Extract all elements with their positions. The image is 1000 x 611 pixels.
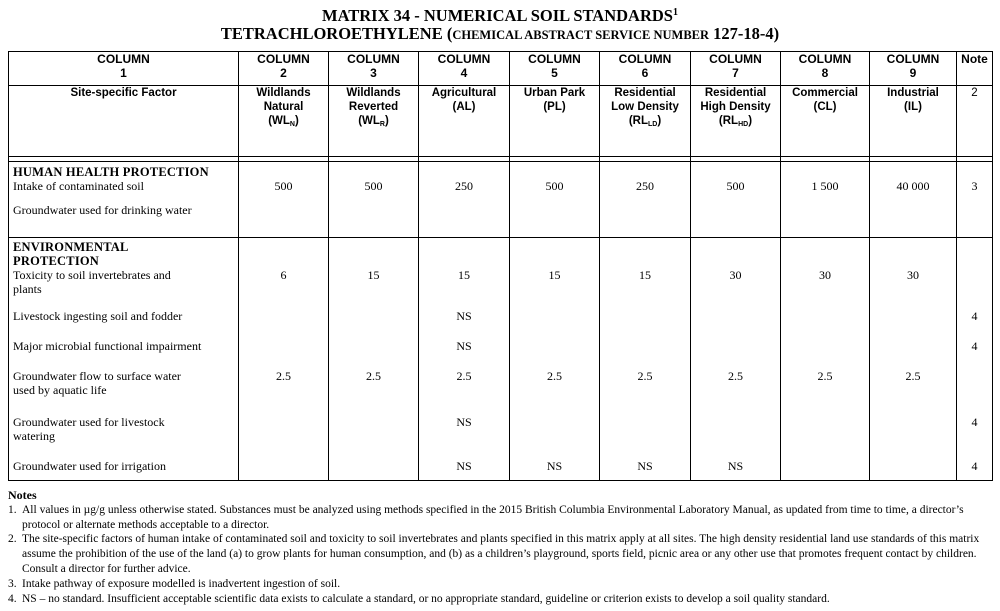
column-number: 6 [641, 66, 649, 80]
note-text: Intake pathway of exposure modelled is inadvertent ingestion of soil. [22, 577, 341, 590]
standard-value-col-4: NS [419, 406, 510, 450]
note-column-value: 2 [957, 86, 993, 157]
site-factor-cell [9, 360, 239, 406]
table-row [9, 406, 993, 450]
note-reference [957, 360, 993, 406]
note-number: 4. [8, 592, 17, 605]
column-number-row [9, 52, 993, 86]
column-header-8 [781, 52, 870, 86]
land-use-abbreviation: (CL) [813, 101, 837, 113]
column-header-1 [9, 52, 239, 86]
abbreviation-subscript: R [379, 121, 385, 128]
standard-value-col-6: 2.5 [600, 360, 691, 406]
standard-value-col-8: 30 [781, 238, 870, 300]
standard-value-col-6 [600, 300, 691, 330]
standard-value-col-2: 6 [239, 238, 329, 300]
land-use-abbreviation: (PL) [543, 101, 566, 113]
standard-value-col-8 [781, 450, 870, 481]
site-factor-cell [9, 330, 239, 360]
note-reference: 4 [957, 300, 993, 330]
standard-value-col-4 [419, 194, 510, 238]
column-header-5 [510, 52, 600, 86]
standard-value-col-8 [781, 330, 870, 360]
standard-value-col-5: 15 [510, 238, 600, 300]
notes-section [8, 488, 992, 606]
standard-value-col-5 [510, 300, 600, 330]
standard-value-col-9 [870, 194, 957, 238]
abbreviation-subscript: N [289, 121, 295, 128]
land-use-header-row [9, 86, 993, 157]
note-reference: 3 [957, 162, 993, 194]
column-heading-word: COLUMN [528, 52, 581, 66]
section-title: ENVIRONMENTAL PROTECTION [13, 240, 129, 268]
standard-value-col-3 [329, 450, 419, 481]
column-number: 7 [732, 66, 739, 80]
document-subtitle: TETRACHLOROETHYLENE (CHEMICAL ABSTRACT SERVICE NUMBER 127-18-4) [220, 24, 780, 43]
standard-value-col-7: 500 [691, 162, 781, 194]
note-text: All values in µg/g unless otherwise stated. Substances must be analyzed using methods specified in the 2015 British Columbia Environmental Laboratory Manual, as updated from time to time, a director’s protocol or alternate methods acceptable to a director. [22, 503, 964, 531]
column-header-6 [600, 52, 691, 86]
standard-value-col-9 [870, 330, 957, 360]
land-use-label: Wildlands Natural [256, 87, 311, 113]
standard-value-col-5 [510, 406, 600, 450]
abbreviation-subscript: LD [647, 121, 658, 128]
standard-value-col-7: NS [691, 450, 781, 481]
standard-value-col-4: NS [419, 450, 510, 481]
standard-value-col-9 [870, 406, 957, 450]
note-item [8, 503, 992, 533]
standard-value-col-2 [239, 450, 329, 481]
land-use-label: Industrial [887, 87, 939, 99]
site-factor-cell [9, 194, 239, 238]
table-row [9, 162, 993, 194]
standard-value-col-4: 15 [419, 238, 510, 300]
note-text: The site-specific factors of human intake of contaminated soil and toxicity to soil invertebrates and plants specified in this matrix apply at all sites. The high density residential land use standards of this matrix assume the prohibition of the use of the land (a) to grow plants for human consumption, and (b) as a children’s playground, sports field, picnic area or any other use that promotes frequent contact by children. Consult a director for further advice. [22, 533, 980, 575]
standard-value-col-4: NS [419, 300, 510, 330]
note-reference: 4 [957, 330, 993, 360]
site-factor-label: Groundwater used for drinking water [13, 202, 192, 217]
note-item [8, 592, 992, 607]
note-reference [957, 238, 993, 300]
land-use-label: Urban Park [523, 87, 586, 99]
note-column-header: Note [957, 52, 993, 86]
standard-value-col-2 [239, 406, 329, 450]
column-heading-word: COLUMN [798, 52, 852, 66]
land-use-cell-6 [600, 86, 691, 157]
table-row [9, 300, 993, 330]
land-use-cell-2 [239, 86, 329, 157]
standard-value-col-6: 15 [600, 238, 691, 300]
standard-value-col-4: NS [419, 330, 510, 360]
standard-value-col-6 [600, 406, 691, 450]
standard-value-col-2: 500 [239, 162, 329, 194]
land-use-cell-4 [419, 86, 510, 157]
column-number: 1 [120, 66, 127, 80]
land-use-cell-8 [781, 86, 870, 157]
standard-value-col-4: 250 [419, 162, 510, 194]
column-number: 8 [821, 66, 829, 80]
column-heading-word: COLUMN [709, 52, 762, 66]
standard-value-col-7: 30 [691, 238, 781, 300]
standard-value-col-6 [600, 194, 691, 238]
standard-value-col-7 [691, 406, 781, 450]
standard-value-col-5: 500 [510, 162, 600, 194]
land-use-cell-7 [691, 86, 781, 157]
column-header-4 [419, 52, 510, 86]
column-header-7 [691, 52, 781, 86]
standard-value-col-9 [870, 300, 957, 330]
standard-value-col-3 [329, 194, 419, 238]
standard-value-col-3 [329, 300, 419, 330]
land-use-label: Wildlands Reverted [346, 87, 401, 113]
site-factor-label: Groundwater flow to surface water used by aquatic life [13, 368, 181, 397]
standard-value-col-5: 2.5 [510, 360, 600, 406]
standard-value-col-8: 1 500 [781, 162, 870, 194]
standard-value-col-7 [691, 194, 781, 238]
standard-value-col-7 [691, 330, 781, 360]
standard-value-col-5 [510, 194, 600, 238]
column-heading-word: COLUMN [437, 52, 491, 66]
site-factor-cell [9, 300, 239, 330]
note-reference: 4 [957, 450, 993, 481]
note-number: 3. [8, 577, 17, 590]
note-number: 1. [8, 503, 17, 516]
note-reference: 4 [957, 406, 993, 450]
soil-standards-table [8, 51, 993, 481]
table-row [9, 330, 993, 360]
standard-value-col-6 [600, 330, 691, 360]
column-number: 5 [551, 66, 558, 80]
land-use-label: Commercial [792, 87, 858, 99]
note-text: NS – no standard. Insufficient acceptable scientific data exists to calculate a standard, or no appropriate standard, guideline or criterion exists to develop a soil quality standard. [22, 592, 830, 605]
standard-value-col-7 [691, 300, 781, 330]
table-row [9, 194, 993, 238]
site-factor-label: Toxicity to soil invertebrates and plants [13, 268, 171, 296]
table-row [9, 238, 993, 300]
site-factor-label: Groundwater used for livestock watering [13, 414, 165, 443]
column-number: 4 [460, 66, 468, 80]
standard-value-col-9: 2.5 [870, 360, 957, 406]
standard-value-col-3: 15 [329, 238, 419, 300]
site-factor-cell [9, 406, 239, 450]
standard-value-col-8: 2.5 [781, 360, 870, 406]
land-use-abbreviation: $(WL_R)$ [358, 115, 389, 128]
land-use-cell-1 [9, 86, 239, 157]
land-use-abbreviation: $(RL_{HD})$ [718, 115, 753, 128]
standard-value-col-2 [239, 300, 329, 330]
standard-value-col-5 [510, 330, 600, 360]
column-heading-word: COLUMN [97, 52, 150, 66]
site-factor-cell [9, 450, 239, 481]
land-use-abbreviation: (IL) [904, 101, 922, 113]
standard-value-col-3 [329, 406, 419, 450]
land-use-label: Residential High Density [700, 87, 771, 113]
column-heading-word: COLUMN [886, 52, 940, 66]
standard-value-col-3 [329, 330, 419, 360]
land-use-abbreviation: $(RL_{LD})$ [628, 115, 662, 128]
note-item [8, 532, 992, 576]
column-header-3 [329, 52, 419, 86]
notes-list [8, 503, 992, 607]
standard-value-col-8 [781, 300, 870, 330]
column-header-2 [239, 52, 329, 86]
note-number: 2. [8, 533, 17, 546]
site-factor-label: Groundwater used for irrigation [13, 458, 166, 473]
site-factor-cell [9, 238, 239, 300]
title-footnote-marker: 1 [672, 7, 678, 18]
standard-value-col-8 [781, 406, 870, 450]
table-row [9, 360, 993, 406]
standard-value-col-4: 2.5 [419, 360, 510, 406]
table-row [9, 450, 993, 481]
abbreviation-subscript: HD [738, 121, 749, 128]
land-use-label: Residential Low Density [611, 87, 679, 113]
land-use-abbreviation: $(WL_N)$ [268, 115, 299, 128]
land-use-label: Agricultural [431, 87, 497, 99]
section-title: HUMAN HEALTH PROTECTION [13, 165, 209, 179]
land-use-label: Site-specific Factor [70, 87, 177, 99]
notes-heading: Notes [8, 488, 37, 502]
standard-value-col-6: 250 [600, 162, 691, 194]
standard-value-col-3: 2.5 [329, 360, 419, 406]
site-factor-label: Major microbial functional impairment [13, 338, 202, 353]
column-number: 2 [280, 66, 287, 80]
standard-value-col-2 [239, 330, 329, 360]
site-factor-cell [9, 162, 239, 194]
column-heading-word: COLUMN [618, 52, 672, 66]
standard-value-col-9: 40 000 [870, 162, 957, 194]
column-header-9 [870, 52, 957, 86]
standard-value-col-9 [870, 450, 957, 481]
note-item [8, 577, 992, 592]
column-number: 9 [909, 66, 917, 80]
document-title: MATRIX 34 - NUMERICAL SOIL STANDARDS$^1$ [322, 6, 678, 25]
column-heading-word: COLUMN [347, 52, 400, 66]
standard-value-col-2: 2.5 [239, 360, 329, 406]
note-reference [957, 194, 993, 238]
column-number: 3 [370, 66, 377, 80]
standard-value-col-9: 30 [870, 238, 957, 300]
site-factor-label: Intake of contaminated soil [13, 179, 144, 193]
land-use-cell-9 [870, 86, 957, 157]
land-use-cell-3 [329, 86, 419, 157]
standard-value-col-3: 500 [329, 162, 419, 194]
standard-value-col-5: NS [510, 450, 600, 481]
standard-value-col-7: 2.5 [691, 360, 781, 406]
land-use-abbreviation: (AL) [452, 101, 476, 113]
standard-value-col-8 [781, 194, 870, 238]
site-factor-label: Livestock ingesting soil and fodder [13, 308, 183, 323]
standard-value-col-2 [239, 194, 329, 238]
column-heading-word: COLUMN [257, 52, 310, 66]
land-use-cell-5 [510, 86, 600, 157]
standard-value-col-6: NS [600, 450, 691, 481]
